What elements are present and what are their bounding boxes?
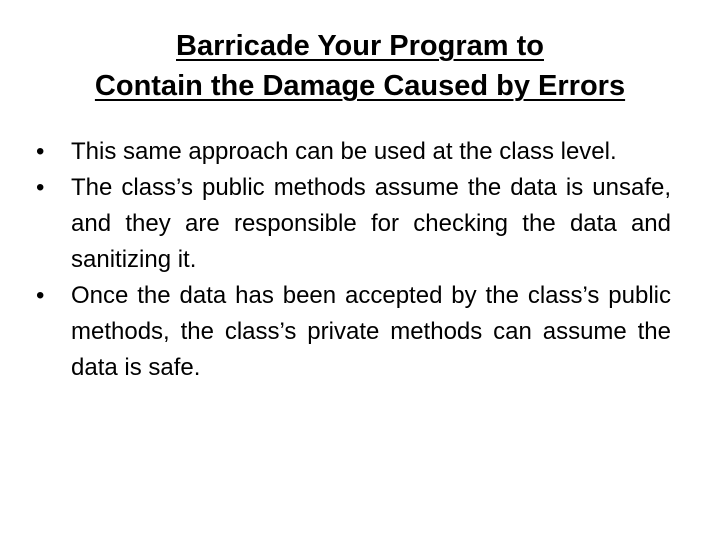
bullet-text: Once the data has been accepted by the class’s public methods, the class’s private methods can assume the data is safe. [71,282,671,381]
bullet-marker: • [36,174,45,201]
slide-title-line-1: Barricade Your Program to [176,30,544,62]
bullet-list [36,134,671,386]
slide-title [30,26,690,106]
bullet-marker: • [36,282,45,309]
bullet-item [36,134,671,170]
slide-title-line-2: Contain the Damage Caused by Errors [94,70,626,102]
bullet-item [36,170,671,278]
bullet-text: The class’s public methods assume the data is unsafe, and they are responsible for checking the data and sanitizing it. [71,174,671,273]
bullet-text: This same approach can be used at the class level. [71,138,617,165]
bullet-item [36,278,671,386]
bullet-marker: • [36,138,45,165]
